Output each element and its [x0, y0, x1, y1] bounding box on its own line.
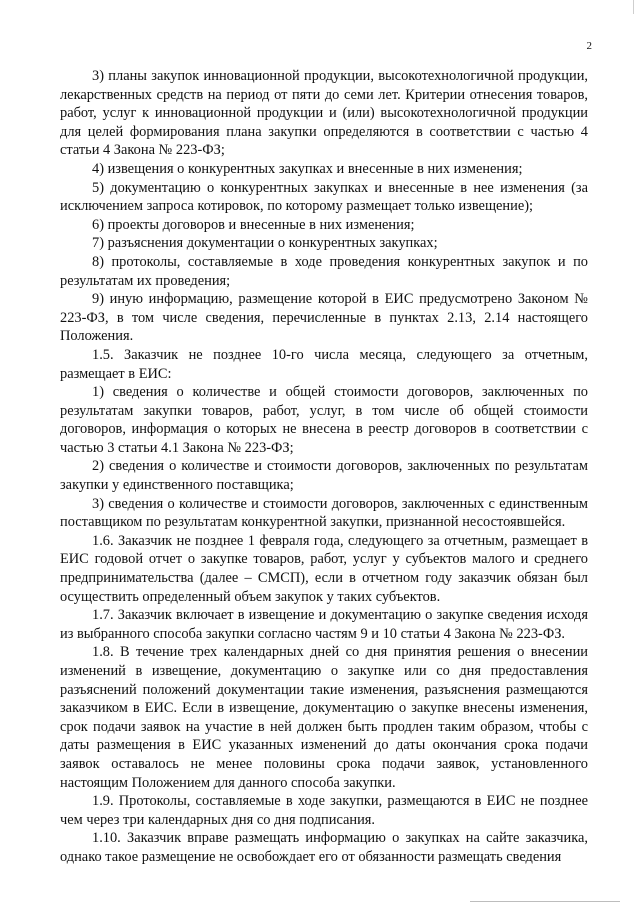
paragraph-section-1-6: 1.6. Заказчик не позднее 1 февраля года, следующего за отчетным, размещает в ЕИС годовой отчет о закупке товаров, работ, услуг у субъектов малого и среднего предпринимательства (далее – СМСП), если в отчетном году заказчик обязан был осуществить определенный объем закупок у таких субъектов.	[60, 532, 588, 605]
paragraph-section-1-10: 1.10. Заказчик вправе размещать информацию о закупках на сайте заказчика, однако такое размещение не освобождает его от обязанности размещать сведения	[60, 830, 588, 865]
paragraph-other-info: 9) иную информацию, размещение которой в ЕИС предусмотрено Законом № 223-ФЗ, в том числе сведения, перечисленные в пунктах 2.13, 2.14 настоящего Положения.	[60, 291, 588, 345]
paragraph-failed-procurement: 3) сведения о количестве и стоимости договоров, заключенных с единственным поставщиком по результатам конкурентной закупки, признанной несостоявшейся.	[60, 495, 588, 531]
page-number: 2	[586, 40, 592, 52]
paragraph-section-1-9: 1.9. Протоколы, составляемые в ходе закупки, размещаются в ЕИС не позднее чем через три календарных дня со дня подписания.	[60, 793, 588, 828]
scan-edge-mark	[633, 0, 634, 14]
paragraph-single-supplier: 2) сведения о количестве и стоимости договоров, заключенных по результатам закупки у единственного поставщика;	[60, 458, 588, 494]
paragraph-contract-drafts: 6) проекты договоров и внесенные в них изменения;	[92, 216, 415, 233]
paragraph-plan-purchases: 3) планы закупок инновационной продукции, высокотехнологичной продукции, лекарственных средств на период от пяти до семи лет. Критерии отнесения товаров, работ, услуг к инновационной продукции и (или) высокотехнологичной продукции для целей формирования плана закупки определяются в соответствии с частью 4 статьи 4 Закона № 223-ФЗ;	[60, 68, 588, 159]
paragraph-section-1-5: 1.5. Заказчик не позднее 10-го числа месяца, следующего за отчетным, размещает в ЕИС:	[60, 346, 588, 382]
document-body	[60, 67, 588, 867]
paragraph-protocols: 8) протоколы, составляемые в ходе проведения конкурентных закупок и по результатам их проведения;	[60, 253, 588, 289]
paragraph-contracts-total: 1) сведения о количестве и общей стоимости договоров, заключенных по результатам закупки товаров, работ, услуг, в том числе об общей стоимости договоров, информация о которых не внесена в реестр договоров в соответствии с частью 3 статьи 4.1 Закона № 223-ФЗ;	[60, 384, 588, 456]
paragraph-clarifications: 7) разъяснения документации о конкурентных закупках;	[92, 235, 438, 252]
scan-artifact-line	[470, 901, 620, 902]
paragraph-section-1-7: 1.7. Заказчик включает в извещение и документацию о закупке сведения исходя из выбранного способа закупки согласно частям 9 и 10 статьи 4 Закона № 223-ФЗ.	[60, 607, 588, 642]
paragraph-documentation: 5) документацию о конкурентных закупках и внесенные в нее изменения (за исключением запроса котировок, по которому размещает только извещение);	[60, 179, 588, 215]
paragraph-section-1-8: 1.8. В течение трех календарных дней со дня принятия решения о внесении изменений в извещение, документацию о закупке или со дня предоставления разъяснений положений документации такие изменения, разъяснения размещаются заказчиком в ЕИС. Если в извещение, документацию о закупке внесены изменения, срок подачи заявок на участие в ней должен быть продлен таким образом, чтобы с даты размещения в ЕИС указанных изменений до даты окончания срока подачи заявок оставалось не менее половины срока подачи заявок, установленного настоящим Положением для данного способа закупки.	[60, 644, 588, 791]
paragraph-notices: 4) извещения о конкурентных закупках и внесенные в них изменения;	[92, 160, 523, 177]
